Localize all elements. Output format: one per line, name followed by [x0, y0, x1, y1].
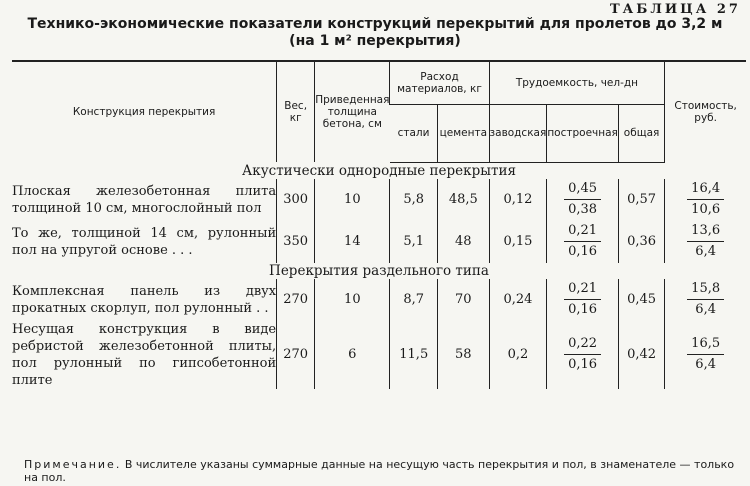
onsite-fraction	[564, 221, 601, 262]
total-labor-cell: 0,42	[618, 321, 664, 389]
onsite-numerator: 0,21	[564, 221, 601, 242]
cement-cell: 70	[438, 279, 490, 321]
onsite-numerator: 0,22	[564, 334, 601, 355]
cost-denominator: 6,4	[695, 302, 716, 317]
cost-fraction	[687, 221, 724, 262]
weight-cell: 350	[277, 221, 315, 263]
section-header-row	[12, 162, 746, 179]
onsite-denominator: 0,16	[568, 244, 598, 259]
section-header-row	[12, 263, 746, 279]
cost-fraction	[687, 334, 724, 375]
table-row	[12, 279, 746, 321]
cement-cell: 48	[438, 221, 490, 263]
title-line-2: (на 1 м² перекрытия)	[289, 33, 461, 49]
cost-numerator: 16,4	[687, 179, 724, 200]
cement-cell: 48,5	[438, 179, 490, 221]
cost-denominator: 6,4	[695, 244, 716, 259]
header-steel: стали	[390, 105, 438, 163]
onsite-numerator: 0,21	[564, 279, 601, 300]
cement-cell: 58	[438, 321, 490, 389]
table-note	[24, 458, 744, 484]
section-title: Перекрытия раздельного типа	[269, 262, 489, 279]
onsite-labor-cell	[547, 279, 619, 321]
total-labor-cell: 0,36	[618, 221, 664, 263]
title-line-1: Технико-экономические показатели конструкций перекрытий для пролетов до 3,2 м	[27, 16, 723, 32]
header-reduced-thickness: Приведенная толщина бетона, см	[315, 61, 390, 162]
onsite-denominator: 0,38	[568, 202, 598, 217]
onsite-fraction	[564, 334, 601, 375]
indicators-table	[12, 60, 746, 389]
header-construction: Конструкция перекрытия	[12, 61, 277, 162]
table-number: ТАБЛИЦА 27	[610, 2, 741, 17]
cost-cell	[665, 279, 746, 321]
construction-name: Плоская железобетонная плита толщиной 10 см, многослойный пол	[12, 183, 277, 216]
cost-cell	[665, 321, 746, 389]
total-labor-cell: 0,57	[618, 179, 664, 221]
cost-cell	[665, 221, 746, 263]
cost-numerator: 13,6	[687, 221, 724, 242]
construction-name: Несущая конструкция в виде ребристой железобетонной плиты, пол рулонный по гипсобетонной плите	[12, 321, 277, 388]
thickness-cell: 10	[315, 179, 390, 221]
table-row	[12, 179, 746, 221]
table-row	[12, 321, 746, 389]
onsite-fraction	[564, 279, 601, 320]
total-labor-cell: 0,45	[618, 279, 664, 321]
cost-fraction	[687, 279, 724, 320]
cost-numerator: 16,5	[687, 334, 724, 355]
factory-labor-cell: 0,15	[489, 221, 547, 263]
note-label: Примечание.	[24, 458, 122, 471]
onsite-labor-cell	[547, 221, 619, 263]
cost-denominator: 10,6	[691, 202, 721, 217]
header-weight: Вес, кг	[277, 61, 315, 162]
header-factory: заводская	[489, 105, 547, 163]
cost-denominator: 6,4	[695, 357, 716, 372]
onsite-denominator: 0,16	[568, 302, 598, 317]
onsite-numerator: 0,45	[564, 179, 601, 200]
thickness-cell: 6	[315, 321, 390, 389]
thickness-cell: 14	[315, 221, 390, 263]
construction-name: То же, толщиной 14 см, рулонный пол на упругой основе . . .	[12, 225, 277, 258]
table-row	[12, 221, 746, 263]
weight-cell: 270	[277, 321, 315, 389]
factory-labor-cell: 0,2	[489, 321, 547, 389]
weight-cell: 300	[277, 179, 315, 221]
cost-fraction	[687, 179, 724, 220]
factory-labor-cell: 0,12	[489, 179, 547, 221]
header-onsite: построечная	[547, 105, 619, 163]
construction-name: Комплексная панель из двух прокатных скорлуп, пол рулонный . .	[12, 283, 277, 316]
header-cement: цемента	[438, 105, 490, 163]
weight-cell: 270	[277, 279, 315, 321]
thickness-cell: 10	[315, 279, 390, 321]
header-material-consumption: Расход материалов, кг	[390, 61, 489, 105]
onsite-labor-cell	[547, 321, 619, 389]
section-title: Акустически однородные перекрытия	[242, 162, 516, 179]
note-text: В числителе указаны суммарные данные на несущую часть перекрытия и пол, в знаменателе — только на пол.	[24, 458, 735, 484]
steel-cell: 5,1	[390, 221, 438, 263]
header-total: общая	[618, 105, 664, 163]
header-cost: Стоимость, руб.	[665, 61, 746, 162]
onsite-fraction	[564, 179, 601, 220]
table-title	[0, 16, 750, 50]
cost-numerator: 15,8	[687, 279, 724, 300]
steel-cell: 11,5	[390, 321, 438, 389]
header-labor: Трудоемкость, чел-дн	[489, 61, 665, 105]
factory-labor-cell: 0,24	[489, 279, 547, 321]
steel-cell: 8,7	[390, 279, 438, 321]
onsite-denominator: 0,16	[568, 357, 598, 372]
steel-cell: 5,8	[390, 179, 438, 221]
cost-cell	[665, 179, 746, 221]
onsite-labor-cell	[547, 179, 619, 221]
